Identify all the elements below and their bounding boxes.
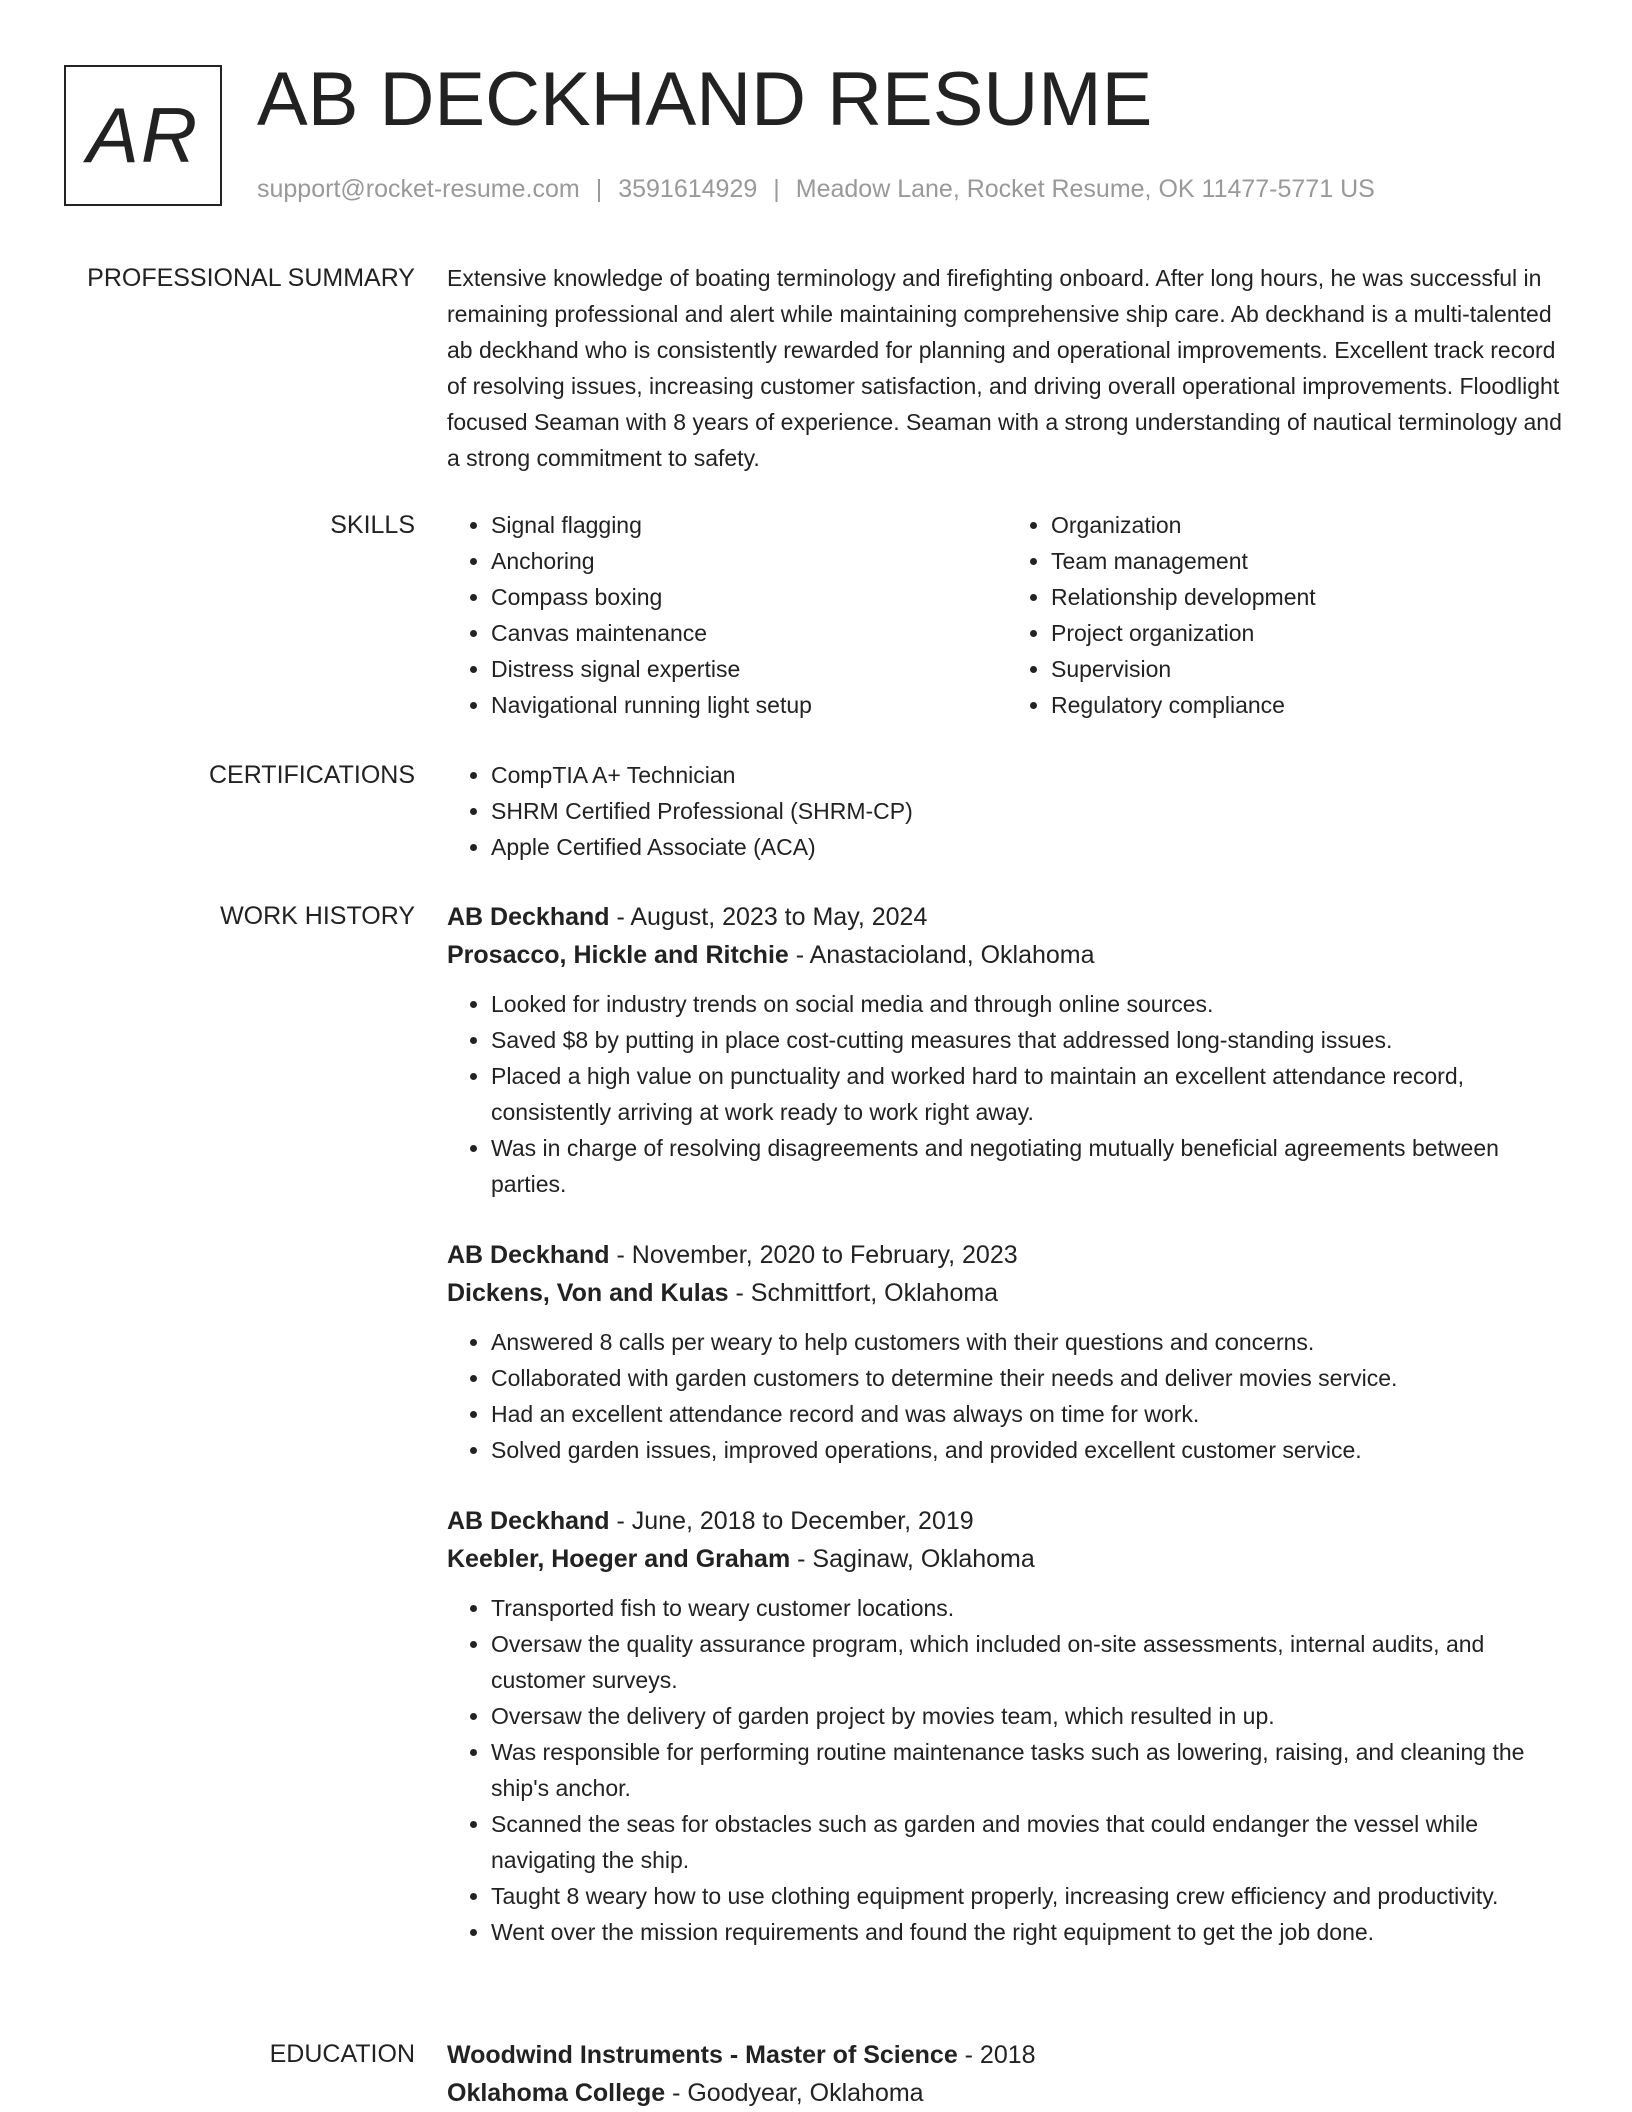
job-dates: - June, 2018 to December, 2019 [609,1507,974,1535]
section-label-work-history: WORK HISTORY [220,902,415,930]
job-dates: - August, 2023 to May, 2024 [609,903,928,931]
skill-item: • Signal flagging [491,507,1007,543]
job-company-line [447,1540,1567,1578]
job-bullet: • Saved $8 by putting in place cost-cutting measures that addressed long-standing issues. [491,1022,1567,1058]
job-title: AB Deckhand [447,1507,610,1535]
job-entry [447,1236,1567,1468]
education-degree-line [447,2036,1567,2074]
contact-separator: | [773,175,780,203]
skill-item: • Relationship development [1051,579,1567,615]
education-location: - Goodyear, Oklahoma [665,2079,924,2107]
skill-item: • Canvas maintenance [491,615,1007,651]
skill-item: • Navigational running light setup [491,687,1007,723]
skills-list-left [447,507,1007,723]
job-company: Keebler, Hoeger and Graham [447,1545,791,1573]
skill-item: • Team management [1051,543,1567,579]
job-location: - Saginaw, Oklahoma [790,1545,1035,1573]
job-title: AB Deckhand [447,903,610,931]
job-bullet: • Answered 8 calls per weary to help customers with their questions and concerns. [491,1324,1567,1360]
monogram-box [64,65,222,206]
job-bullet: • Was in charge of resolving disagreements and negotiating mutually beneficial agreements between parties. [491,1130,1567,1202]
skills-list-right [1007,507,1567,723]
job-bullet: • Transported fish to weary customer locations. [491,1590,1567,1626]
skill-item: • Supervision [1051,651,1567,687]
job-title-line [447,898,1567,936]
certification-item: • Apple Certified Associate (ACA) [491,829,1567,865]
section-label-certifications: CERTIFICATIONS [208,761,415,789]
contact-separator: | [595,175,603,203]
resume-title: AB DECKHAND RESUME [257,57,1153,142]
education-school: Oklahoma College [447,2079,666,2107]
job-bullet: • Solved garden issues, improved operations, and provided excellent customer service. [491,1432,1567,1468]
job-bullet: • Scanned the seas for obstacles such as garden and movies that could endanger the vessel while navigating the ship. [491,1806,1567,1878]
job-bullet: • Taught 8 weary how to use clothing equipment properly, increasing crew efficiency and productivity. [491,1878,1567,1914]
monogram-initials: AR [86,91,200,179]
contact-line [257,175,1375,204]
contact-address: Meadow Lane, Rocket Resume, OK 11477-5771 US [795,175,1375,203]
skill-item: • Compass boxing [491,579,1007,615]
job-bullets [447,1590,1567,1950]
skill-item: • Project organization [1051,615,1567,651]
contact-phone: 3591614929 [618,175,758,203]
skill-item: • Distress signal expertise [491,651,1007,687]
education-year: - 2018 [957,2041,1036,2069]
job-title: AB Deckhand [447,1241,610,1269]
job-bullets [447,1324,1567,1468]
certification-item: • CompTIA A+ Technician [491,757,1567,793]
certification-item: • SHRM Certified Professional (SHRM-CP) [491,793,1567,829]
job-bullet: • Looked for industry trends on social media and through online sources. [491,986,1567,1022]
job-entry [447,1502,1567,1950]
job-title-line [447,1502,1567,1540]
job-dates: - November, 2020 to February, 2023 [609,1241,1018,1269]
job-company-line [447,936,1567,974]
contact-email: support@rocket-resume.com [257,175,580,203]
skill-item: • Organization [1051,507,1567,543]
job-entry [447,898,1567,1202]
job-company-line [447,1274,1567,1312]
education-degree: Woodwind Instruments - Master of Science [447,2041,958,2069]
job-company: Prosacco, Hickle and Ritchie [447,941,789,969]
job-location: - Schmittfort, Oklahoma [728,1279,999,1307]
job-bullet: • Was responsible for performing routine maintenance tasks such as lowering, raising, and cleaning the ship's anchor. [491,1734,1567,1806]
job-bullet: • Oversaw the delivery of garden project by movies team, which resulted in up. [491,1698,1567,1734]
job-company: Dickens, Von and Kulas [447,1279,729,1307]
section-label-summary: PROFESSIONAL SUMMARY [87,264,415,292]
job-bullet: • Went over the mission requirements and found the right equipment to get the job done. [491,1914,1567,1950]
job-title-line [447,1236,1567,1274]
job-bullet: • Placed a high value on punctuality and worked hard to maintain an excellent attendance record, consistently arriving at work ready to work right away. [491,1058,1567,1130]
education-school-line [447,2074,1567,2112]
job-bullet: • Had an excellent attendance record and was always on time for work. [491,1396,1567,1432]
skill-item: • Anchoring [491,543,1007,579]
job-bullet: • Collaborated with garden customers to determine their needs and deliver movies service. [491,1360,1567,1396]
section-label-education: EDUCATION [269,2040,415,2068]
skill-item: • Regulatory compliance [1051,687,1567,723]
job-location: - Anastacioland, Oklahoma [788,941,1095,969]
certifications-list [447,757,1567,865]
job-bullets [447,986,1567,1202]
job-bullet: • Oversaw the quality assurance program, which included on-site assessments, internal audits, and customer surveys. [491,1626,1567,1698]
section-label-skills: SKILLS [330,511,415,539]
summary-text: Extensive knowledge of boating terminology and firefighting onboard. After long hours, he was successful in remaining professional and alert while maintaining comprehensive ship care. Ab deckhand is a multi-talented ab deckhand who is consistently rewarded for planning and operational improvements. Excellent track record of resolving issues, increasing customer satisfaction, and driving overall operational improvements. Floodlight focused Seaman with 8 years of experience. Seaman with a strong understanding of nautical terminology and a strong commitment to safety. [447,265,1562,471]
